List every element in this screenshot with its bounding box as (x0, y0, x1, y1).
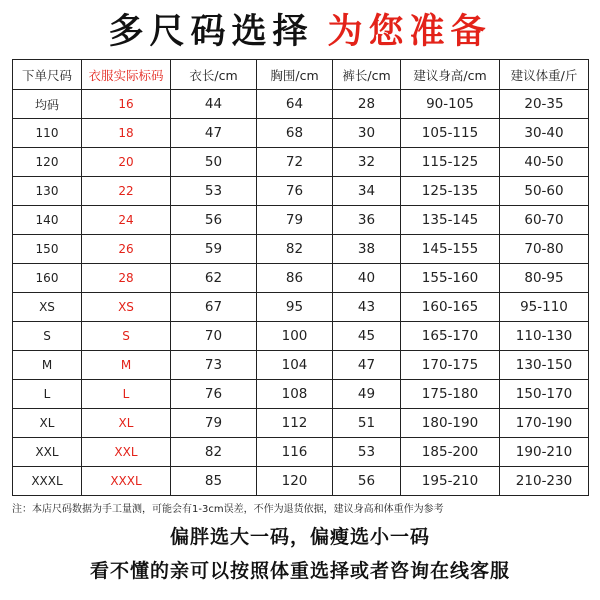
table-cell: S (82, 322, 171, 351)
table-row (13, 322, 589, 351)
table-cell: 73 (171, 351, 257, 380)
table-cell: 79 (257, 206, 333, 235)
table-cell: 62 (171, 264, 257, 293)
table-cell: 180-190 (401, 409, 500, 438)
size-advice: 偏胖选大一码，偏瘦选小一码 (169, 526, 430, 548)
table-cell: 64 (257, 90, 333, 119)
table-cell: 49 (333, 380, 401, 409)
table-cell: S (13, 322, 82, 351)
table-cell: 112 (257, 409, 333, 438)
table-cell: 79 (171, 409, 257, 438)
table-cell: 150-170 (500, 380, 589, 409)
table-cell: 82 (257, 235, 333, 264)
column-header: 衣服实际标码 (82, 60, 171, 90)
table-row (13, 235, 589, 264)
table-cell: 68 (257, 119, 333, 148)
table-cell: 80-95 (500, 264, 589, 293)
table-body (13, 90, 589, 496)
column-header: 下单尺码 (13, 60, 82, 90)
table-cell: 160-165 (401, 293, 500, 322)
column-header: 衣长/cm (171, 60, 257, 90)
table-cell: 185-200 (401, 438, 500, 467)
column-header: 建议体重/斤 (500, 60, 589, 90)
table-cell: 170-175 (401, 351, 500, 380)
table-cell: XL (13, 409, 82, 438)
size-table (12, 59, 589, 496)
table-cell: 100 (257, 322, 333, 351)
table-cell: 59 (171, 235, 257, 264)
table-cell: L (82, 380, 171, 409)
table-cell: 116 (257, 438, 333, 467)
table-cell: M (13, 351, 82, 380)
table-cell: 110-130 (500, 322, 589, 351)
table-cell: 195-210 (401, 467, 500, 496)
table-cell: 70 (171, 322, 257, 351)
measurement-note: 注：本店尺码数据为手工量测，可能会有1-3cm误差，不作为退货依据，建议身高和体重作为参考 (12, 504, 444, 515)
table-cell: 72 (257, 148, 333, 177)
table-cell: 30 (333, 119, 401, 148)
table-cell: XXL (13, 438, 82, 467)
table-cell: 38 (333, 235, 401, 264)
table-cell: 47 (171, 119, 257, 148)
table-cell: 85 (171, 467, 257, 496)
table-cell: 104 (257, 351, 333, 380)
table-cell: 150 (13, 235, 82, 264)
table-cell: 170-190 (500, 409, 589, 438)
table-cell: 43 (333, 293, 401, 322)
title-accent: 为您准备 (327, 12, 492, 52)
table-cell: 28 (333, 90, 401, 119)
table-cell: 165-170 (401, 322, 500, 351)
table-cell: 160 (13, 264, 82, 293)
table-cell: 20-35 (500, 90, 589, 119)
table-cell: XS (13, 293, 82, 322)
table-cell: 34 (333, 177, 401, 206)
column-header: 建议身高/cm (401, 60, 500, 90)
table-cell: 50-60 (500, 177, 589, 206)
table-cell: 40-50 (500, 148, 589, 177)
table-cell: 53 (171, 177, 257, 206)
table-cell: L (13, 380, 82, 409)
table-cell: 60-70 (500, 206, 589, 235)
table-cell: 56 (171, 206, 257, 235)
table-cell: 90-105 (401, 90, 500, 119)
table-cell: 190-210 (500, 438, 589, 467)
table-row (13, 380, 589, 409)
title-main: 多尺码选择 (108, 12, 314, 52)
table-row (13, 90, 589, 119)
table-row (13, 177, 589, 206)
table-row (13, 119, 589, 148)
table-cell: 95-110 (500, 293, 589, 322)
table-row (13, 467, 589, 496)
table-row (13, 264, 589, 293)
table-row (13, 438, 589, 467)
table-cell: 22 (82, 177, 171, 206)
table-cell: 36 (333, 206, 401, 235)
table-cell: 120 (13, 148, 82, 177)
table-cell: 95 (257, 293, 333, 322)
table-cell: 30-40 (500, 119, 589, 148)
table-cell: 32 (333, 148, 401, 177)
table-cell: 108 (257, 380, 333, 409)
table-cell: 51 (333, 409, 401, 438)
table-cell: 140 (13, 206, 82, 235)
table-cell: 均码 (13, 90, 82, 119)
table-cell: 135-145 (401, 206, 500, 235)
table-cell: 82 (171, 438, 257, 467)
table-cell: 16 (82, 90, 171, 119)
contact-advice: 看不懂的亲可以按照体重选择或者咨询在线客服 (89, 560, 510, 582)
table-cell: M (82, 351, 171, 380)
table-cell: 105-115 (401, 119, 500, 148)
table-cell: 28 (82, 264, 171, 293)
table-cell: 76 (257, 177, 333, 206)
table-cell: XXXL (13, 467, 82, 496)
table-cell: 130 (13, 177, 82, 206)
table-cell: 76 (171, 380, 257, 409)
table-cell: 47 (333, 351, 401, 380)
column-header: 裤长/cm (333, 60, 401, 90)
table-cell: 155-160 (401, 264, 500, 293)
table-cell: 50 (171, 148, 257, 177)
table-cell: 210-230 (500, 467, 589, 496)
table-cell: XXL (82, 438, 171, 467)
table-cell: 120 (257, 467, 333, 496)
table-cell: 125-135 (401, 177, 500, 206)
table-cell: 20 (82, 148, 171, 177)
table-cell: 56 (333, 467, 401, 496)
table-row (13, 206, 589, 235)
table-row (13, 409, 589, 438)
table-cell: 24 (82, 206, 171, 235)
table-cell: 115-125 (401, 148, 500, 177)
table-cell: XXXL (82, 467, 171, 496)
column-header: 胸围/cm (257, 60, 333, 90)
table-cell: 70-80 (500, 235, 589, 264)
table-row (13, 148, 589, 177)
table-cell: XS (82, 293, 171, 322)
table-cell: 26 (82, 235, 171, 264)
table-cell: 45 (333, 322, 401, 351)
table-header-row (13, 60, 589, 90)
table-cell: 53 (333, 438, 401, 467)
table-cell: 145-155 (401, 235, 500, 264)
table-cell: 86 (257, 264, 333, 293)
table-cell: 44 (171, 90, 257, 119)
table-row (13, 293, 589, 322)
table-cell: 130-150 (500, 351, 589, 380)
table-cell: 18 (82, 119, 171, 148)
table-row (13, 351, 589, 380)
table-cell: 40 (333, 264, 401, 293)
table-cell: 175-180 (401, 380, 500, 409)
table-cell: 67 (171, 293, 257, 322)
page-title (0, 6, 600, 58)
table-cell: XL (82, 409, 171, 438)
table-cell: 110 (13, 119, 82, 148)
